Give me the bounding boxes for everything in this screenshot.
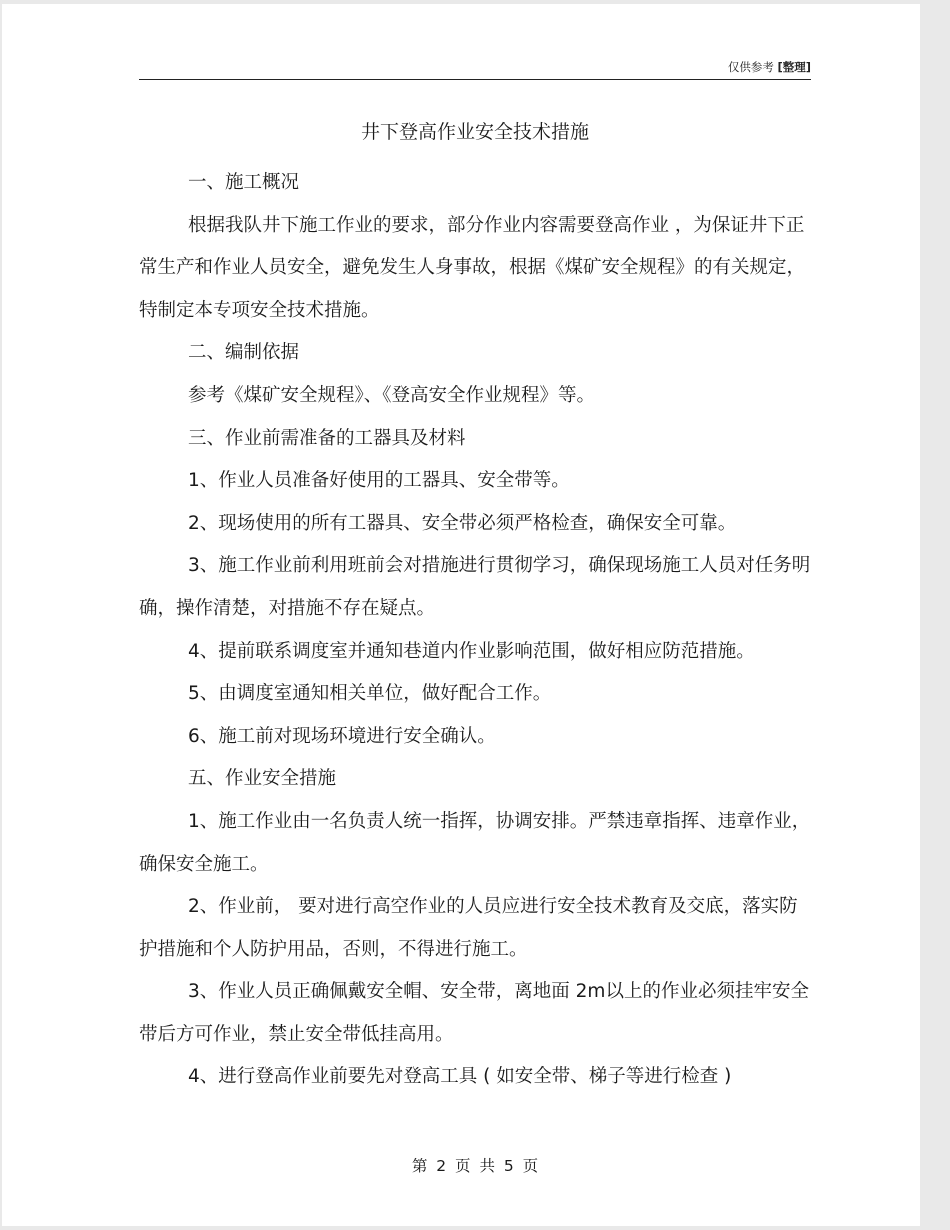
page-footer: 第 2 页 共 5 页 — [411, 1157, 539, 1175]
page-header — [139, 57, 811, 80]
list-item: 5、由调度室通知相关单位，做好配合工作。 — [188, 683, 552, 705]
section-heading-basis: 二、编制依据 — [188, 342, 300, 364]
header-text: 仅供参考 — [727, 60, 774, 74]
section-heading-safety-measures: 五、作业安全措施 — [188, 768, 337, 790]
list-item: 3、施工作业前利用班前会对措施进行贯彻学习，确保现场施工人员对任务明确，操作清楚，对措施不存在疑点。 — [139, 555, 811, 619]
list-item: 3、作业人员正确佩戴安全帽、安全带，离地面 2m以上的作业必须挂牢安全带后方可作业，禁止安全带低挂高用。 — [139, 981, 809, 1045]
document-title: 井下登高作业安全技术措施 — [360, 121, 589, 143]
list-item: 2、作业前， 要对进行高空作业的人员应进行安全技术教育及交底，落实防护措施和个人防护用品，否则，不得进行施工。 — [139, 896, 798, 960]
paragraph: 参考《煤矿安全规程》、《登高安全作业规程》等。 — [188, 384, 596, 406]
list-item: 1、作业人员准备好使用的工器具、安全带等。 — [188, 470, 570, 492]
list-item: 6、施工前对现场环境进行安全确认。 — [188, 725, 496, 747]
section-heading-preparation: 三、作业前需准备的工器具及材料 — [188, 427, 466, 449]
document-body — [139, 162, 811, 1099]
list-item: 2、现场使用的所有工器具、安全带必须严格检查，确保安全可靠。 — [188, 512, 737, 534]
header-bracket: [整理] — [777, 60, 811, 74]
paragraph: 根据我队井下施工作业的要求，部分作业内容需要登高作业 ，为保证井下正常生产和作业人员安全，避免发生人身事故，根据《煤矿安全规程》的有关规定，特制定本专项安全技术措施。 — [139, 214, 806, 321]
list-item: 4、提前联系调度室并通知巷道内作业影响范围，做好相应防范措施。 — [188, 640, 755, 662]
list-item: 4、进行登高作业前要先对登高工具 ( 如安全带、梯子等进行检查 ) — [188, 1066, 732, 1088]
list-item: 1、施工作业由一名负责人统一指挥，协调安排。严禁违章指挥、违章作业，确保安全施工。 — [139, 810, 811, 875]
document-page — [2, 4, 920, 1226]
section-heading-overview: 一、施工概况 — [188, 172, 300, 193]
